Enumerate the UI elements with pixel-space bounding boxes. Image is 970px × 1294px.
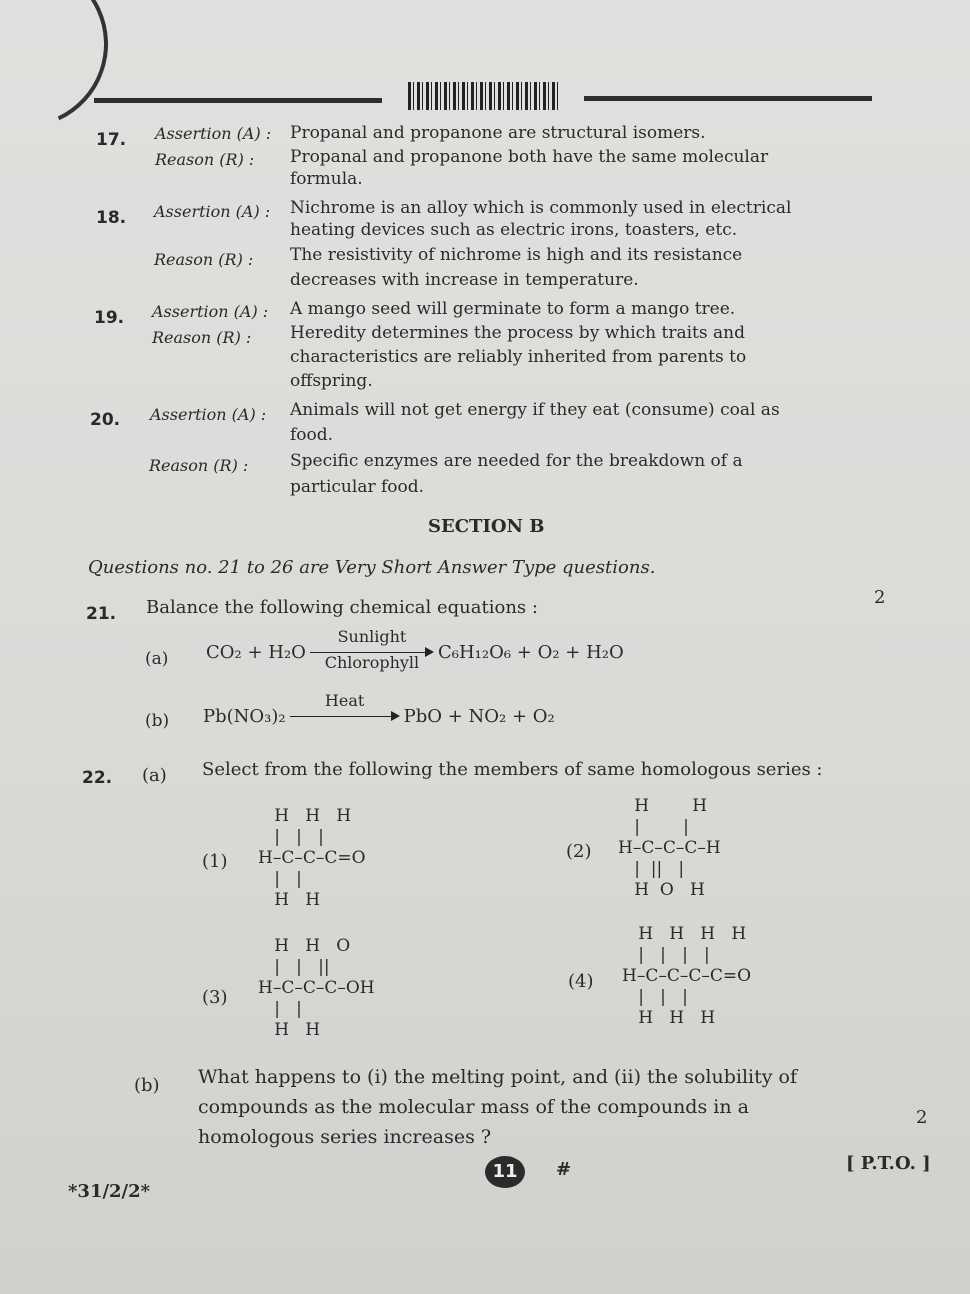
section-title: SECTION B — [428, 516, 545, 537]
equation-b — [203, 691, 555, 727]
assertion-text: food. — [290, 425, 334, 445]
question-number: 17. — [96, 130, 127, 150]
reason-text: characteristics are reliably inherited from parents to — [290, 347, 747, 367]
section-note: Questions no. 21 to 26 are Very Short Answer Type questions. — [88, 557, 656, 578]
question-text: compounds as the molecular mass of the compounds in a — [198, 1096, 749, 1118]
condition-bottom: Chlorophyll — [324, 653, 420, 672]
question-text: Balance the following chemical equations : — [146, 597, 538, 618]
reaction-arrow-icon — [290, 691, 400, 727]
part-label: (b) — [145, 711, 170, 731]
reason-text: decreases with increase in temperature. — [290, 270, 639, 290]
marks: 2 — [874, 587, 886, 608]
structure-3: H H O | | || H–C–C–C–OH | | H H — [258, 936, 375, 1040]
equation-rhs: C₆H₁₂O₆ + O₂ + H₂O — [437, 642, 624, 663]
equation-a — [206, 627, 624, 672]
structure-4: H H H H | | | | H–C–C–C–C=O | | | H H H — [622, 924, 752, 1028]
reason-label: Reason (R) : — [155, 150, 255, 169]
question-number: 18. — [96, 208, 127, 228]
assertion-label: Assertion (A) : — [154, 202, 271, 221]
header-rule-left — [94, 98, 382, 103]
assertion-text: Nichrome is an alloy which is commonly used in electrical — [290, 198, 792, 218]
condition-top: Sunlight — [337, 627, 407, 646]
structure-label: (3) — [202, 987, 228, 1008]
reaction-arrow-icon — [310, 627, 434, 672]
hash-mark: # — [556, 1159, 572, 1180]
assertion-label: Assertion (A) : — [155, 124, 272, 143]
question-number: 21. — [86, 604, 117, 624]
question-number: 19. — [94, 308, 125, 328]
question-number: 20. — [90, 410, 121, 430]
assertion-text: heating devices such as electric irons, toasters, etc. — [290, 220, 738, 240]
assertion-text: A mango seed will germinate to form a mango tree. — [290, 299, 736, 319]
reason-text: Heredity determines the process by which traits and — [290, 323, 745, 343]
equation-lhs: Pb(NO₃)₂ — [203, 706, 286, 727]
reason-label: Reason (R) : — [149, 456, 249, 475]
barcode-icon — [408, 82, 560, 110]
structure-2: H H | | H–C–C–C–H | || | H O H — [618, 796, 721, 900]
equation-lhs: CO₂ + H₂O — [206, 642, 306, 663]
header-rule-right — [584, 96, 872, 101]
reason-text: Propanal and propanone both have the same molecular — [290, 147, 769, 167]
question-text: What happens to (i) the melting point, and (ii) the solubility of — [198, 1066, 797, 1088]
reason-text: formula. — [290, 169, 363, 189]
reason-text: particular food. — [290, 477, 425, 497]
structure-1: H H H | | | H–C–C–C=O | | H H — [258, 806, 366, 910]
pto-label: [ P.T.O. ] — [846, 1153, 931, 1174]
marks: 2 — [916, 1107, 928, 1128]
question-number: 22. — [82, 768, 113, 788]
condition-top: Heat — [324, 691, 365, 710]
question-text: homologous series increases ? — [198, 1126, 492, 1148]
structure-label: (1) — [202, 851, 228, 872]
structure-label: (4) — [568, 971, 594, 992]
question-text: Select from the following the members of same homologous series : — [202, 759, 823, 780]
page-curl-shadow — [0, 0, 132, 152]
reason-label: Reason (R) : — [152, 328, 252, 347]
assertion-text: Animals will not get energy if they eat (consume) coal as — [290, 400, 780, 420]
assertion-text: Propanal and propanone are structural isomers. — [290, 123, 706, 143]
page-number-badge: 11 — [485, 1156, 525, 1188]
assertion-label: Assertion (A) : — [152, 302, 269, 321]
reason-text: offspring. — [290, 371, 373, 391]
reason-label: Reason (R) : — [154, 250, 254, 269]
structure-label: (2) — [566, 841, 592, 862]
equation-rhs: PbO + NO₂ + O₂ — [403, 706, 555, 727]
reason-text: The resistivity of nichrome is high and its resistance — [290, 245, 743, 265]
part-label: (b) — [134, 1075, 160, 1096]
paper-code: *31/2/2* — [68, 1181, 151, 1202]
reason-text: Specific enzymes are needed for the breakdown of a — [290, 451, 743, 471]
part-label: (a) — [142, 765, 167, 786]
part-label: (a) — [145, 649, 169, 669]
assertion-label: Assertion (A) : — [150, 405, 267, 424]
